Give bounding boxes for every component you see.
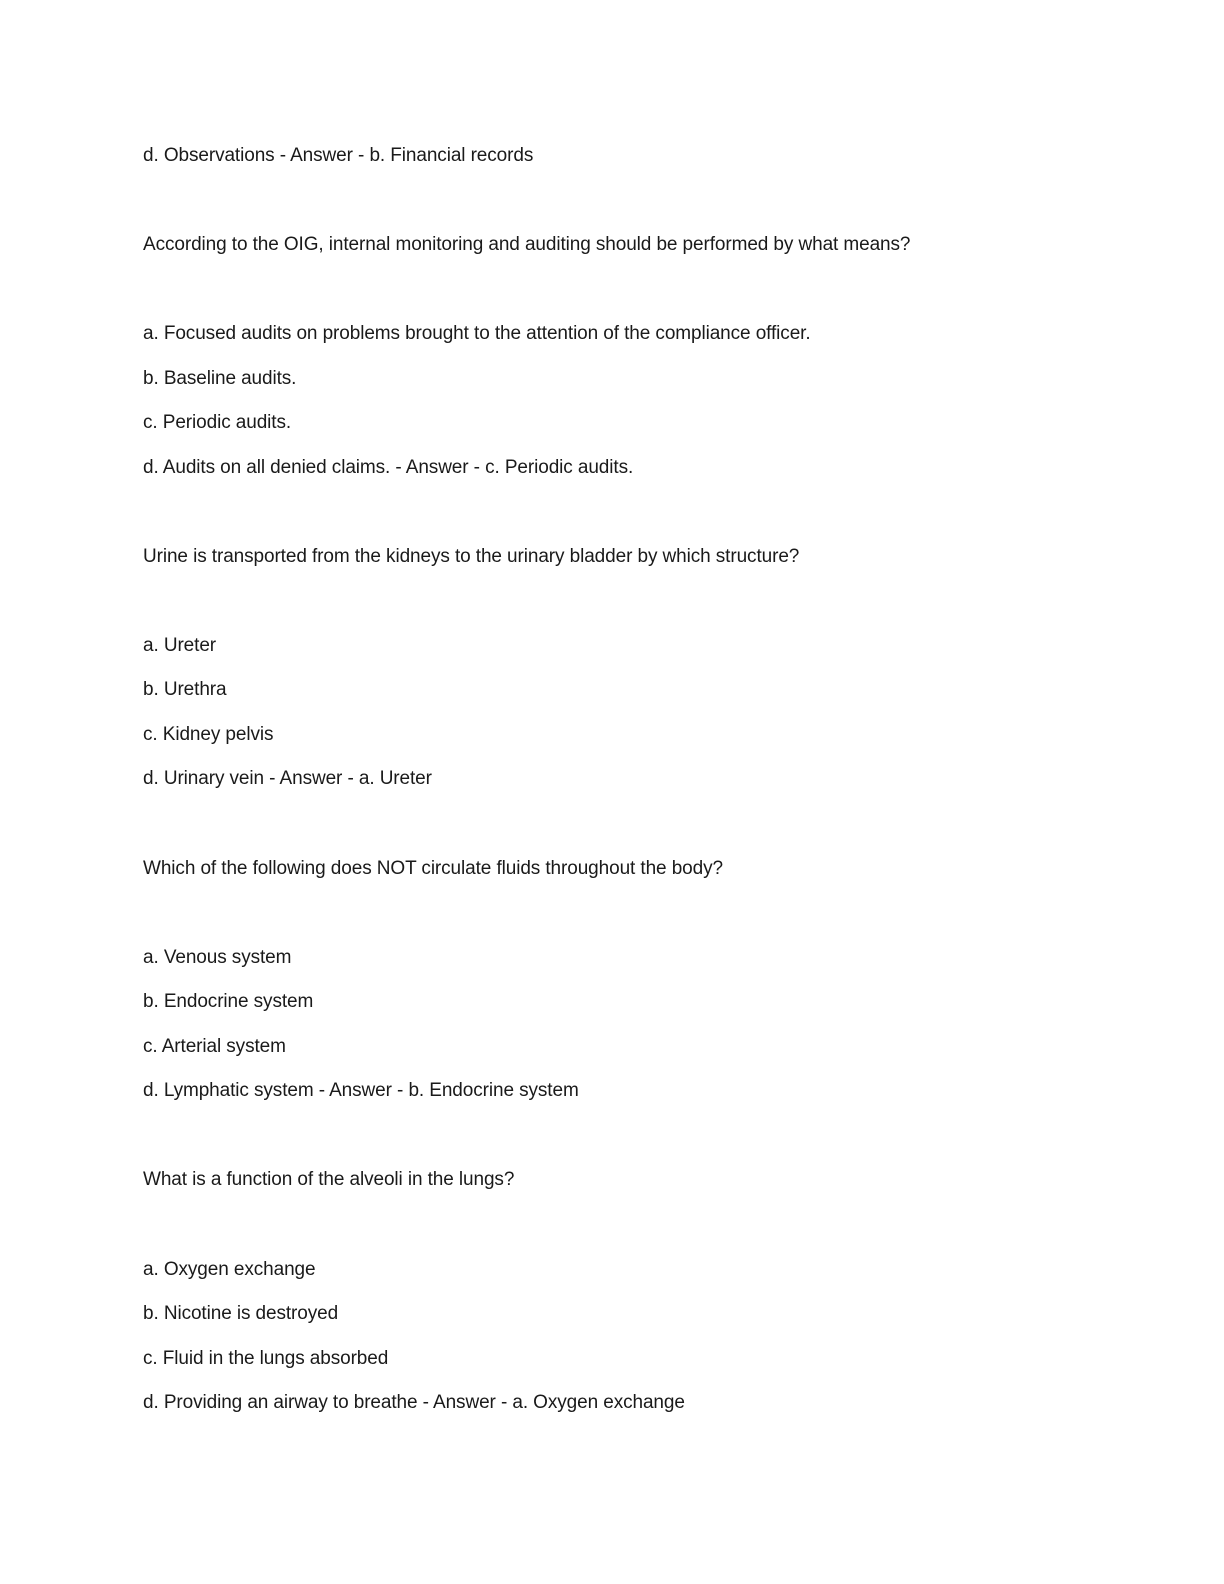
option-b: b. Endocrine system [143, 991, 314, 1012]
question-text: Urine is transported from the kidneys to the urinary bladder by which structure? [143, 546, 800, 567]
option-b: b. Urethra [143, 679, 227, 700]
option-b: b. Baseline audits. [143, 368, 297, 389]
option-d-answer: d. Providing an airway to breathe - Answer - a. Oxygen exchange [143, 1392, 685, 1413]
option-a: a. Oxygen exchange [143, 1259, 316, 1280]
question-text: Which of the following does NOT circulate fluids throughout the body? [143, 858, 723, 879]
option-c: c. Periodic audits. [143, 412, 292, 433]
option-b: b. Nicotine is destroyed [143, 1303, 339, 1324]
question-text: What is a function of the alveoli in the lungs? [143, 1169, 515, 1190]
option-d-answer: d. Audits on all denied claims. - Answer - c. Periodic audits. [143, 457, 634, 478]
option-d-answer: d. Lymphatic system - Answer - b. Endocrine system [143, 1080, 579, 1101]
answer-line: d. Observations - Answer - b. Financial records [143, 145, 534, 166]
question-text: According to the OIG, internal monitoring and auditing should be performed by what means? [143, 234, 911, 255]
option-d-answer: d. Urinary vein - Answer - a. Ureter [143, 768, 432, 789]
option-a: a. Ureter [143, 635, 217, 656]
option-c: c. Fluid in the lungs absorbed [143, 1348, 389, 1369]
option-c: c. Arterial system [143, 1036, 286, 1057]
option-a: a. Venous system [143, 947, 292, 968]
option-a: a. Focused audits on problems brought to the attention of the compliance officer. [143, 323, 811, 344]
option-c: c. Kidney pelvis [143, 724, 274, 745]
